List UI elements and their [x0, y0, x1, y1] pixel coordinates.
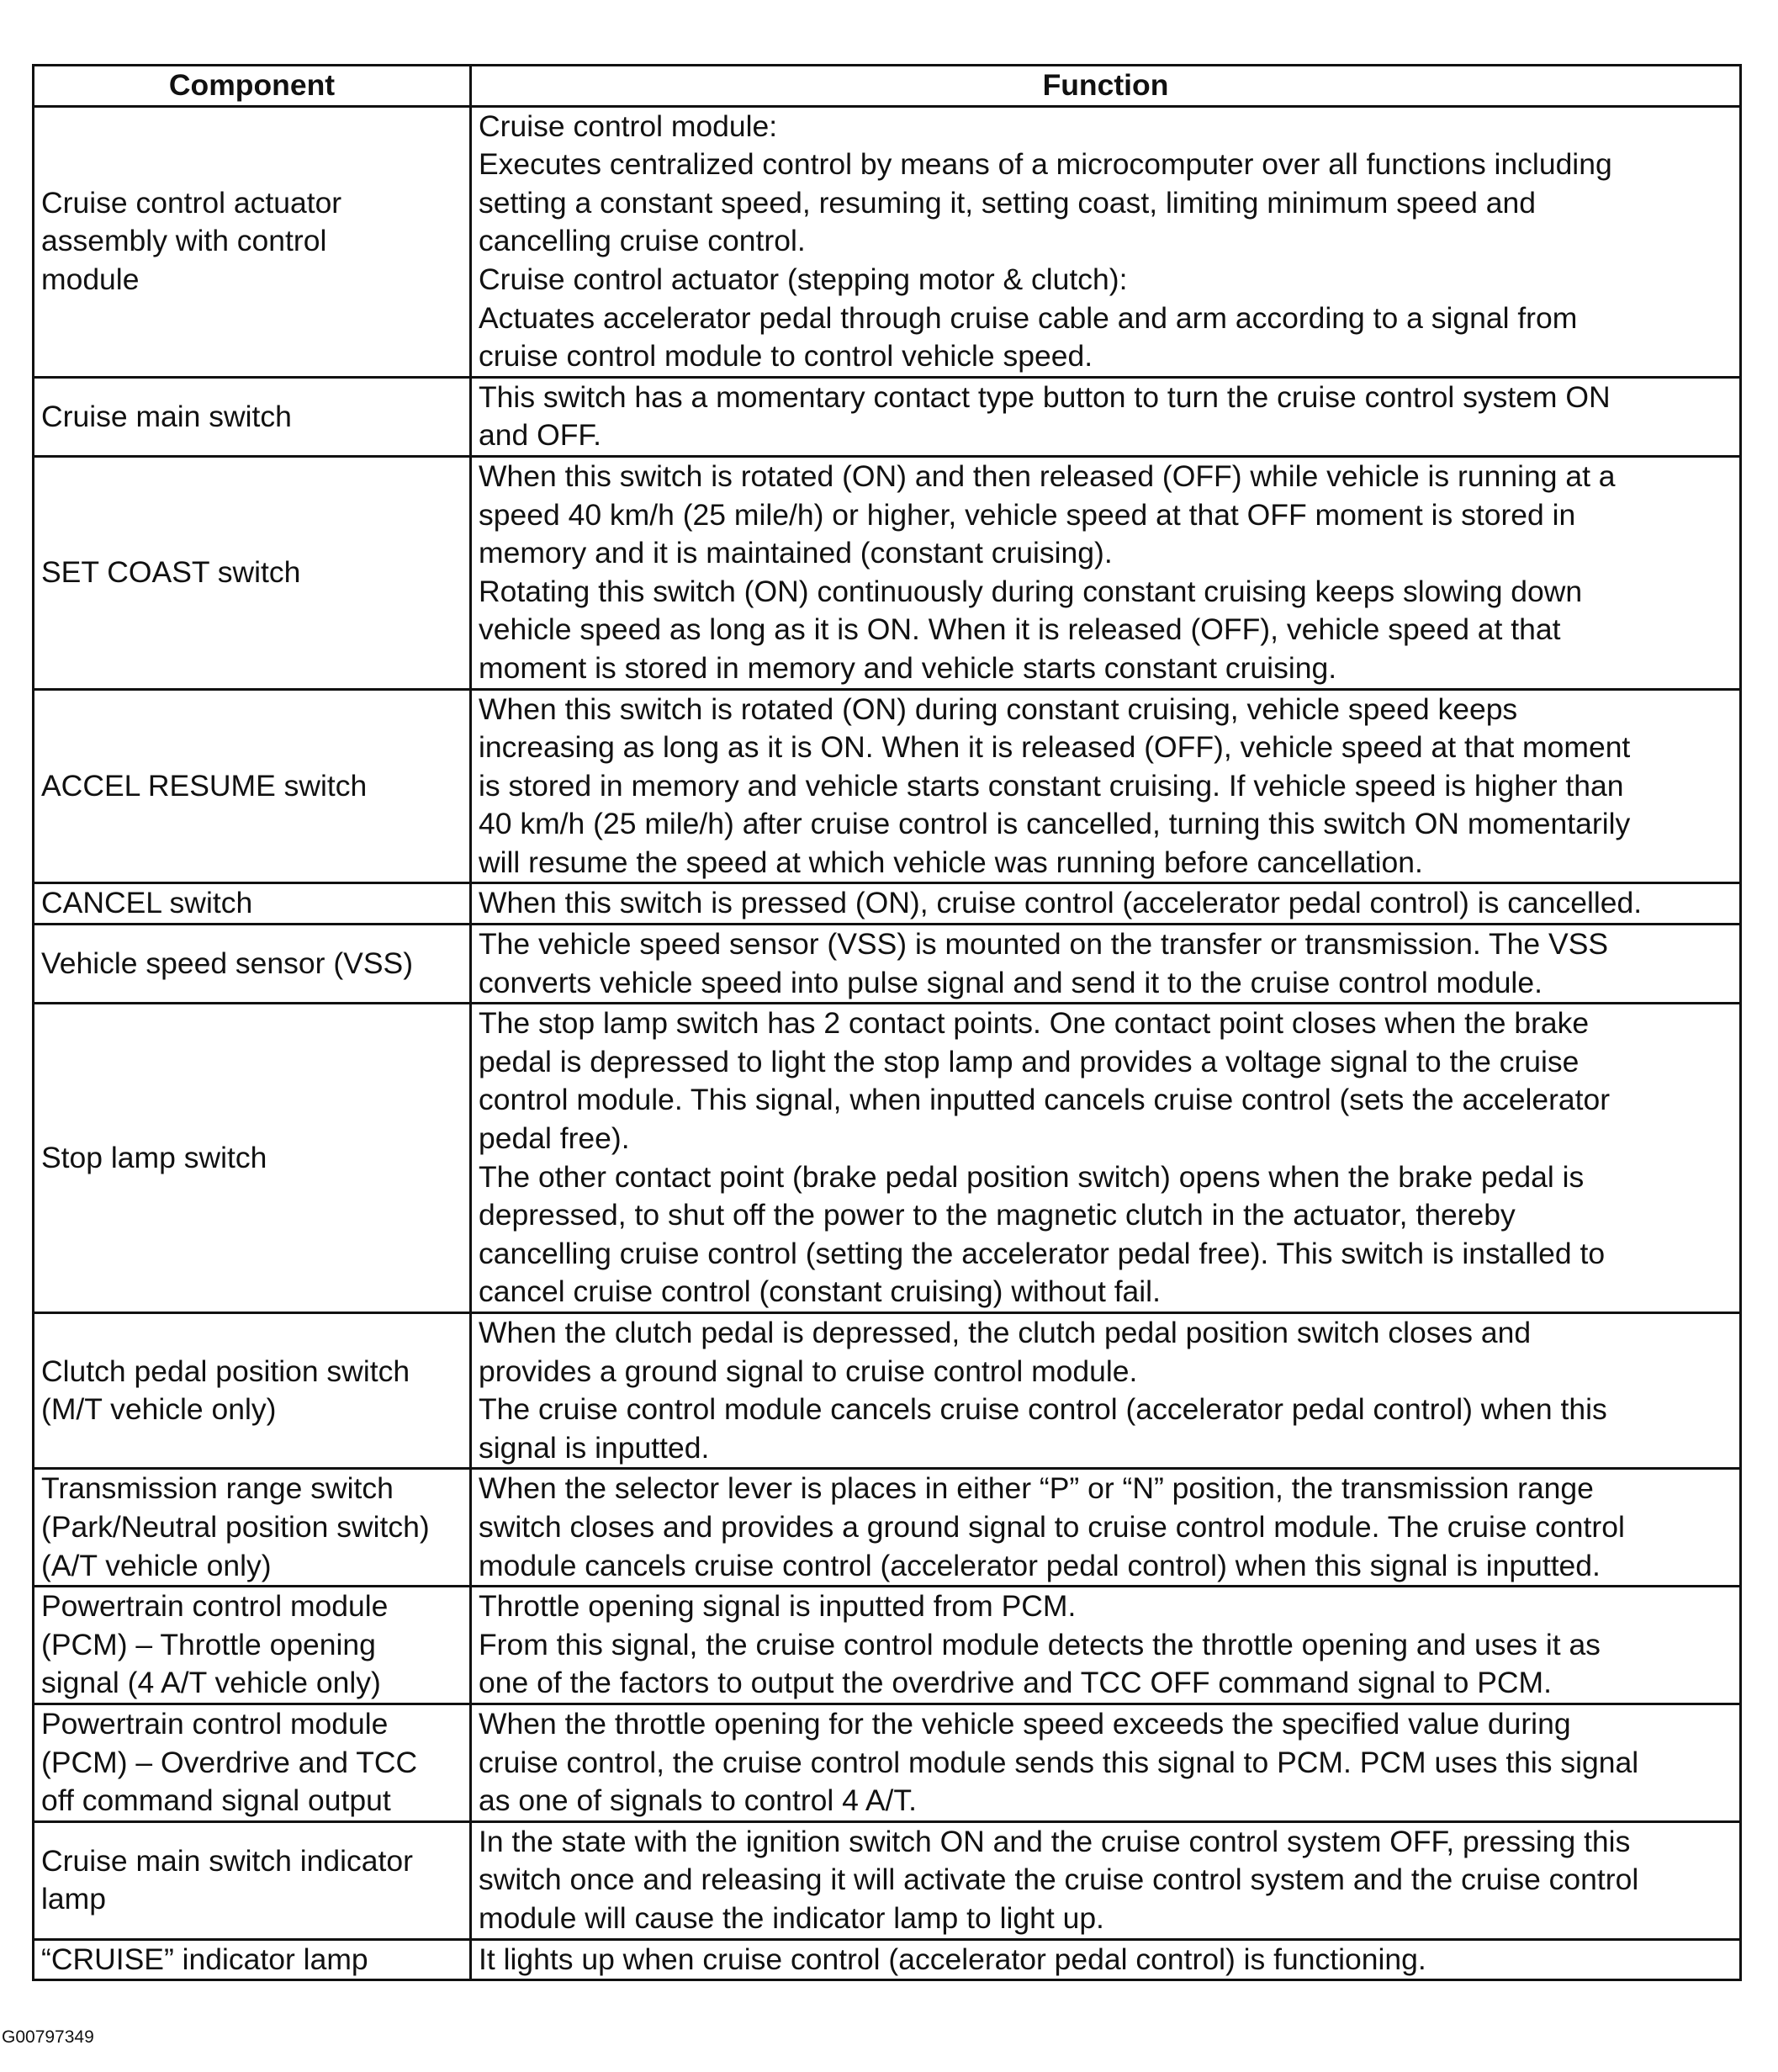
component-function-table-container: [32, 64, 1739, 1981]
table-row: [34, 1587, 1741, 1704]
table-row: [34, 106, 1741, 377]
component-text: SET COAST switch: [41, 554, 301, 589]
component-text: ACCEL RESUME switch: [41, 768, 368, 803]
function-text: Actuates accelerator pedal through cruise cable and arm according to a signal from: [479, 300, 1578, 335]
function-text: and OFF.: [479, 418, 602, 453]
component-text: (M/T vehicle only): [41, 1392, 277, 1427]
component-cell: [34, 883, 471, 925]
function-cell: [471, 456, 1741, 689]
table-row: [34, 689, 1741, 883]
function-cell: [471, 1939, 1741, 1980]
function-text: pedal free).: [479, 1121, 630, 1156]
function-cell: [471, 1587, 1741, 1704]
function-text: setting a constant speed, resuming it, setting coast, limiting minimum speed and: [479, 185, 1536, 220]
function-text: cancelling cruise control (setting the accelerator pedal free). This switch is installed to: [479, 1236, 1606, 1270]
table-row: [34, 1313, 1741, 1469]
component-cell: [34, 1313, 471, 1469]
component-cell: [34, 106, 471, 377]
component-cell: [34, 1939, 471, 1980]
function-cell: [471, 883, 1741, 925]
function-text: provides a ground signal to cruise control module.: [479, 1354, 1138, 1388]
component-text: lamp: [41, 1882, 106, 1916]
function-cell: [471, 377, 1741, 456]
function-text: From this signal, the cruise control module detects the throttle opening and uses it as: [479, 1627, 1601, 1661]
component-text: Vehicle speed sensor (VSS): [41, 946, 414, 980]
function-cell: [471, 1704, 1741, 1821]
component-text: Powertrain control module: [41, 1589, 389, 1624]
function-text: vehicle speed as long as it is ON. When it is released (OFF), vehicle speed at that: [479, 612, 1561, 647]
function-text: is stored in memory and vehicle starts constant cruising. If vehicle speed is higher than: [479, 768, 1624, 803]
function-text: The stop lamp switch has 2 contact points. One contact point closes when the brake: [479, 1006, 1590, 1041]
component-text: assembly with control: [41, 224, 327, 258]
function-cell: [471, 1469, 1741, 1587]
function-text: The vehicle speed sensor (VSS) is mounted on the transfer or transmission. The VSS: [479, 927, 1609, 962]
component-cell: [34, 456, 471, 689]
function-text: module will cause the indicator lamp to light up.: [479, 1900, 1104, 1935]
function-cell: [471, 1004, 1741, 1313]
component-text: Cruise main switch indicator: [41, 1843, 413, 1878]
function-text: Throttle opening signal is inputted from PCM.: [479, 1589, 1077, 1624]
function-text: The cruise control module cancels cruise control (accelerator pedal control) when this: [479, 1392, 1607, 1427]
table-row: [34, 1939, 1741, 1980]
function-cell: [471, 689, 1741, 883]
component-cell: [34, 1704, 471, 1821]
component-text: (Park/Neutral position switch): [41, 1509, 430, 1544]
column-header-function: Function: [471, 66, 1741, 107]
function-text: When this switch is pressed (ON), cruise control (accelerator pedal control) is cancelled.: [479, 886, 1643, 920]
table-row: [34, 1821, 1741, 1939]
function-text: When the clutch pedal is depressed, the clutch pedal position switch closes and: [479, 1316, 1532, 1349]
function-cell: [471, 1821, 1741, 1939]
function-cell: [471, 925, 1741, 1004]
function-text: switch once and releasing it will activate the cruise control system and the cruise control: [479, 1863, 1639, 1897]
component-text: (A/T vehicle only): [41, 1548, 272, 1582]
function-text: cancelling cruise control.: [479, 224, 806, 258]
component-text: Powertrain control module: [41, 1706, 389, 1741]
function-text: When this switch is rotated (ON) and then released (OFF) while vehicle is running at a: [479, 458, 1616, 493]
function-cell: [471, 106, 1741, 377]
function-text: 40 km/h (25 mile/h) after cruise control is cancelled, turning this switch ON momentarily: [479, 807, 1631, 841]
function-text: as one of signals to control 4 A/T.: [479, 1783, 917, 1818]
function-text: pedal is depressed to light the stop lamp and provides a voltage signal to the cruise: [479, 1044, 1580, 1078]
component-cell: [34, 1469, 471, 1587]
function-text: When this switch is rotated (ON) during constant cruising, vehicle speed keeps: [479, 692, 1518, 726]
function-text: speed 40 km/h (25 mile/h) or higher, vehicle speed at that OFF moment is stored in: [479, 497, 1576, 532]
table-row: [34, 883, 1741, 925]
component-text: “CRUISE” indicator lamp: [41, 1942, 368, 1976]
component-text: Cruise main switch: [41, 399, 292, 433]
component-text: (PCM) – Throttle opening: [41, 1627, 376, 1661]
component-text: signal (4 A/T vehicle only): [41, 1666, 381, 1700]
table-row: [34, 377, 1741, 456]
function-text: cruise control, the cruise control module sends this signal to PCM. PCM uses this signal: [479, 1745, 1639, 1779]
component-text: Transmission range switch: [41, 1471, 394, 1506]
component-text: off command signal output: [41, 1783, 391, 1818]
function-text: increasing as long as it is ON. When it is released (OFF), vehicle speed at that moment: [479, 730, 1631, 765]
function-text: Cruise control actuator (stepping motor & clutch):: [479, 262, 1128, 296]
function-cell: [471, 1313, 1741, 1469]
function-text: cruise control module to control vehicle speed.: [479, 339, 1093, 374]
component-cell: [34, 925, 471, 1004]
component-text: module: [41, 262, 140, 296]
table-row: [34, 1704, 1741, 1821]
component-text: Clutch pedal position switch: [41, 1354, 410, 1388]
table-row: [34, 1004, 1741, 1313]
function-text: Executes centralized control by means of a microcomputer over all functions including: [479, 147, 1612, 182]
component-cell: [34, 377, 471, 456]
component-text: (PCM) – Overdrive and TCC: [41, 1745, 418, 1779]
function-text: will resume the speed at which vehicle was running before cancellation.: [479, 845, 1423, 879]
component-cell: [34, 1587, 471, 1704]
function-text: cancel cruise control (constant cruising) without fail.: [479, 1274, 1161, 1309]
column-header-component: Component: [34, 66, 471, 107]
component-text: CANCEL switch: [41, 886, 253, 920]
function-text: Rotating this switch (ON) continuously during constant cruising keeps slowing down: [479, 574, 1583, 608]
function-text: When the throttle opening for the vehicle speed exceeds the specified value during: [479, 1706, 1571, 1741]
function-text: depressed, to shut off the power to the magnetic clutch in the actuator, thereby: [479, 1198, 1516, 1232]
function-text: converts vehicle speed into pulse signal and send it to the cruise control module.: [479, 965, 1543, 999]
component-text: Stop lamp switch: [41, 1140, 267, 1174]
function-text: This switch has a momentary contact type button to turn the cruise control system ON: [479, 379, 1611, 414]
function-text: In the state with the ignition switch ON and the cruise control system OFF, pressing this: [479, 1824, 1631, 1858]
function-text: memory and it is maintained (constant cruising).: [479, 536, 1113, 570]
table-row: [34, 456, 1741, 689]
table-body: [34, 106, 1741, 1980]
component-function-table: [32, 64, 1742, 1981]
function-text: signal is inputted.: [479, 1430, 710, 1465]
function-text: Cruise control module:: [479, 109, 778, 143]
table-row: [34, 1469, 1741, 1587]
table-row: [34, 925, 1741, 1004]
table-header-row: [34, 66, 1741, 107]
component-text: Cruise control actuator: [41, 185, 342, 220]
function-text: one of the factors to output the overdrive and TCC OFF command signal to PCM.: [479, 1666, 1552, 1700]
function-text: The other contact point (brake pedal position switch) opens when the brake pedal is: [479, 1159, 1585, 1194]
function-text: moment is stored in memory and vehicle starts constant cruising.: [479, 650, 1337, 685]
function-text: control module. This signal, when inputted cancels cruise control (sets the accelerator: [479, 1083, 1611, 1117]
component-cell: [34, 1004, 471, 1313]
function-text: module cancels cruise control (accelerator pedal control) when this signal is inputted.: [479, 1548, 1601, 1582]
component-cell: [34, 689, 471, 883]
figure-code: G00797349: [2, 2027, 94, 2047]
component-cell: [34, 1821, 471, 1939]
function-text: switch closes and provides a ground signal to cruise control module. The cruise control: [479, 1509, 1625, 1544]
function-text: It lights up when cruise control (accelerator pedal control) is functioning.: [479, 1942, 1426, 1976]
function-text: When the selector lever is places in either “P” or “N” position, the transmission range: [479, 1471, 1594, 1506]
